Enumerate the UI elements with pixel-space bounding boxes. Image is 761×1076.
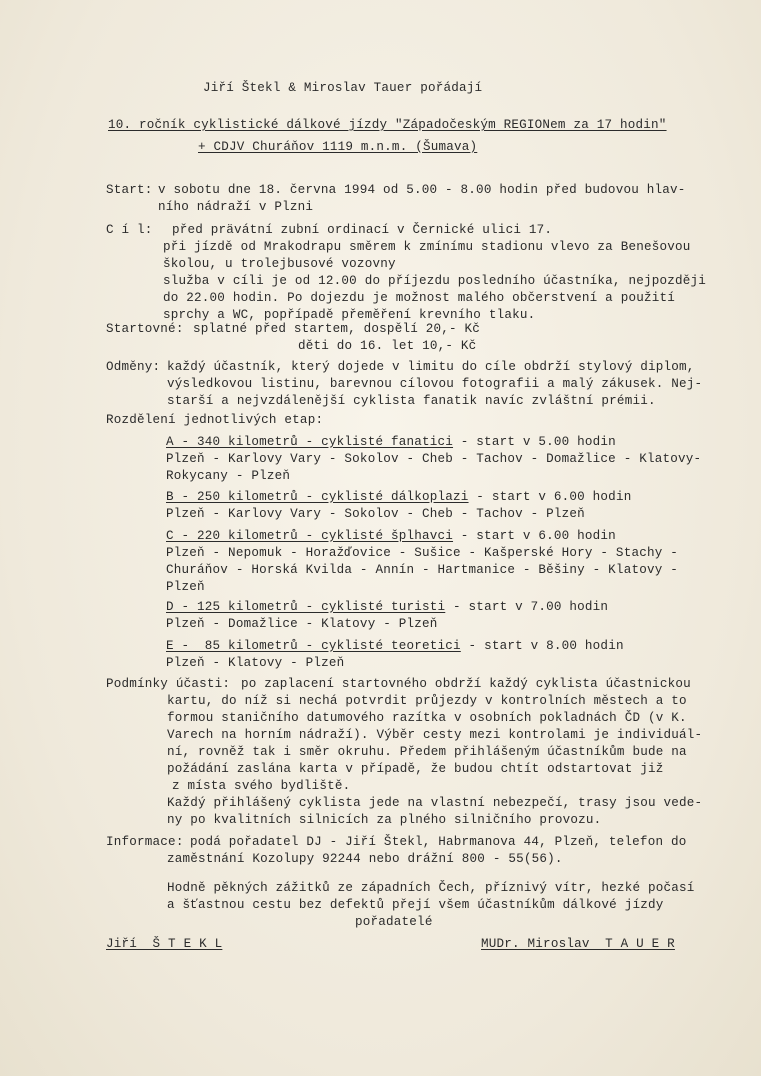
stage-route: Plzeň - Karlovy Vary - Sokolov - Cheb - Tachov - Plzeň [166, 507, 585, 521]
stage-route: Plzeň - Domažlice - Klatovy - Plzeň [166, 617, 438, 631]
stage-title: C - 220 kilometrů - cyklisté šplhavci [166, 529, 454, 543]
stage-route: Plzeň - Klatovy - Plzeň [166, 656, 345, 670]
closing-text: Hodně pěkných zážitků ze západních Čech, příznivý vítr, hezké počasí [167, 881, 695, 895]
stage-title: D - 125 kilometrů - cyklisté turisti [166, 600, 446, 614]
cil-label: C í l: [106, 223, 153, 237]
cil-text: sprchy a WC, popřípadě přeměření krevního tlaku. [163, 308, 536, 322]
stage-route: Rokycany - Plzeň [166, 469, 291, 483]
closing-text: a šťastnou cestu bez defektů přejí všem účastníkům dálkové jízdy [167, 898, 664, 912]
cil-text: školou, u trolejbusové vozovny [163, 257, 396, 271]
etapy-heading: Rozdělení jednotlivých etap: [106, 413, 324, 427]
podminky-text: ny po kvalitních silnicích za plného silničního provozu. [167, 813, 602, 827]
startovne-text: splatné před startem, dospělí 20,- Kč [193, 322, 481, 336]
stage-title: A - 340 kilometrů - cyklisté fanatici [166, 435, 454, 449]
stage-start: - start v 6.00 hodin [453, 529, 616, 543]
podminky-text: kartu, do níž si nechá potvrdit průjezdy v kontrolních městech a to [167, 694, 687, 708]
odmeny-label: Odměny: [106, 360, 161, 374]
informace-text: podá pořadatel DJ - Jiří Štekl, Habrmanova 44, Plzeň, telefon do [190, 835, 687, 849]
stage-title: E - 85 kilometrů - cyklisté teoretici [166, 639, 461, 653]
stage-route: Plzeň - Karlovy Vary - Sokolov - Cheb - Tachov - Domažlice - Klatovy- [166, 452, 702, 466]
stage-start: - start v 6.00 hodin [468, 490, 632, 504]
stage-route: Plzeň - Nepomuk - Horažďovice - Sušice - Kašperské Hory - Stachy - [166, 546, 678, 560]
informace-label: Informace: [106, 835, 184, 849]
startovne-label: Startovné: [106, 322, 184, 336]
startovne-text: děti do 16. let 10,- Kč [298, 339, 477, 353]
organizers-line: Jiří Štekl & Miroslav Tauer pořádají [203, 81, 483, 95]
event-title-line1: 10. ročník cyklistické dálkové jízdy "Západočeským REGIONem za 17 hodin" [108, 118, 667, 132]
closing-signoff: pořadatelé [355, 915, 433, 929]
podminky-text: Každý přihlášený cyklista jede na vlastní nebezpečí, trasy jsou vede- [167, 796, 703, 810]
cil-text: před prävátní zubní ordinací v Černické ulici 17. [172, 223, 553, 237]
stage-start: - start v 8.00 hodin [460, 639, 624, 653]
event-title-line2: + CDJV Churáňov 1119 m.n.m. (Šumava) [198, 140, 478, 154]
podminky-text: požádání zaslána karta v případě, že budou chtít odstartovat již [167, 762, 664, 776]
stage-start: - start v 5.00 hodin [453, 435, 616, 449]
cil-text: při jízdě od Mrakodrapu směrem k zmínímu stadionu vlevo za Benešovou [163, 240, 691, 254]
podminky-label: Podmínky účasti: [106, 677, 231, 691]
odmeny-text: starší a nejvzdálenější cyklista fanatik navíc zvláštní prémii. [167, 394, 656, 408]
informace-text: zaměstnání Kozolupy 92244 nebo drážní 800 - 55(56). [167, 852, 563, 866]
podminky-text: po zaplacení startovného obdrží každý cyklista účastnickou [241, 677, 691, 691]
podminky-text: ní, rovněž tak i směr okruhu. Předem přihlášeným účastníkům bude na [167, 745, 687, 759]
start-label: Start: [106, 183, 153, 197]
stage-title: B - 250 kilometrů - cyklisté dálkoplazi [166, 490, 469, 504]
start-text: ního nádraží v Plzni [158, 200, 314, 214]
stage-start: - start v 7.00 hodin [445, 600, 609, 614]
podminky-text: z místa svého bydliště. [172, 779, 351, 793]
signature-right: MUDr. Miroslav T A U E R [481, 937, 675, 951]
podminky-text: Varech na horním nádraží). Výběr cesty mezi kontrolami je individuál- [167, 728, 703, 742]
cil-text: služba v cíli je od 12.00 do příjezdu posledního účastníka, nejpozději [163, 274, 707, 288]
stage-route: Plzeň [166, 580, 205, 594]
odmeny-text: výsledkovou listinu, barevnou cílovou fotografii a malý zákusek. Nej- [167, 377, 703, 391]
podminky-text: formou staničního datumového razítka v osobních pokladnách ČD (v K. [167, 711, 687, 725]
signature-left: Jiří Š T E K L [106, 937, 223, 951]
odmeny-text: každý účastník, který dojede v limitu do cíle obdrží stylový diplom, [167, 360, 695, 374]
stage-route: Churáňov - Horská Kvilda - Annín - Hartmanice - Běšiny - Klatovy - [166, 563, 678, 577]
start-text: v sobotu dne 18. června 1994 od 5.00 - 8.00 hodin před budovou hlav- [158, 183, 686, 197]
cil-text: do 22.00 hodin. Po dojezdu je možnost malého občerstvení a použití [163, 291, 675, 305]
